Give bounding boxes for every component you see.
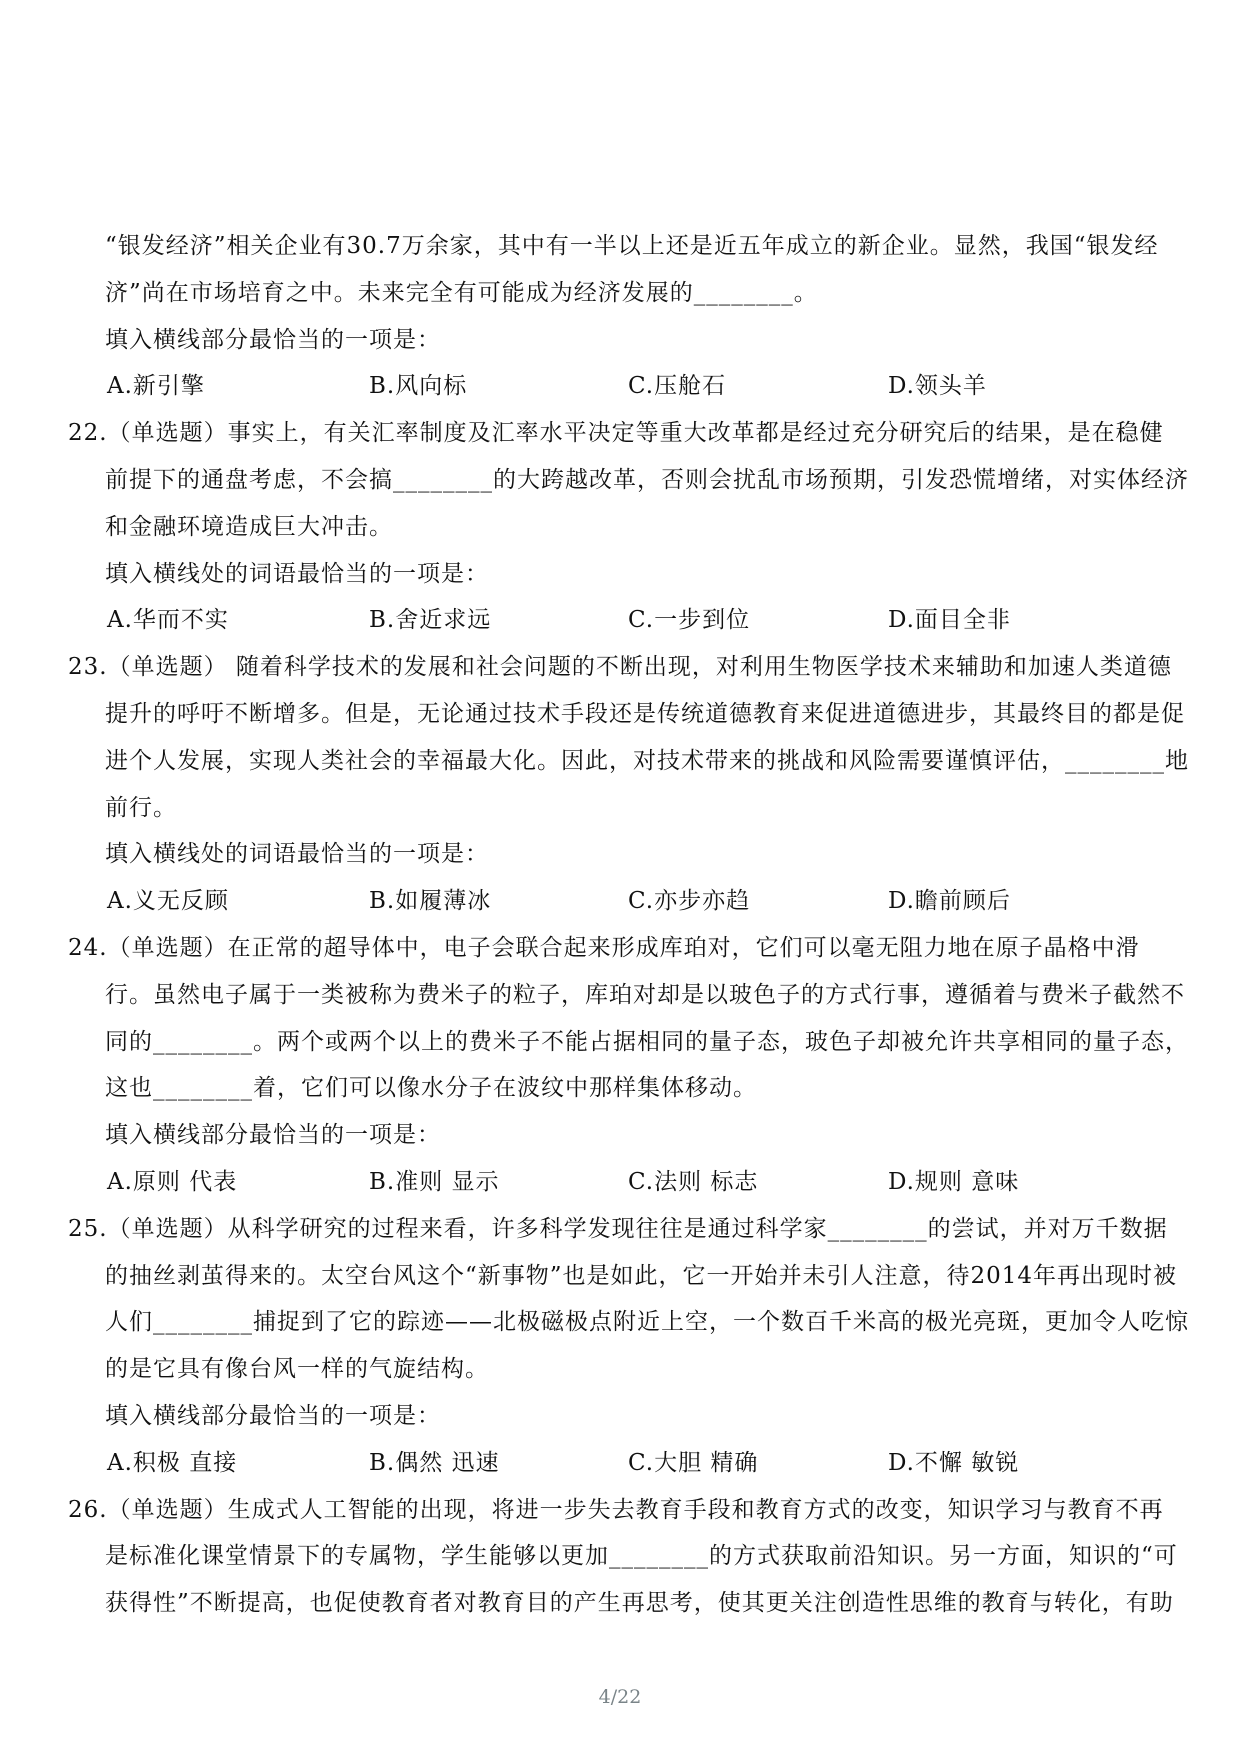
option-d: D.不懈 敏锐: [888, 1449, 1020, 1476]
document-body: [68, 223, 1189, 1627]
question-prompt: 填入横线处的词语最恰当的一项是：: [105, 841, 489, 868]
text-line: 前行。: [105, 794, 177, 821]
option-b: B.风向标: [369, 373, 468, 400]
text-line: 和金融环境造成巨大冲击。: [105, 513, 393, 540]
question-text: 25.（单选题）从科学研究的过程来看，许多科学发现往往是通过科学家________的尝试，并对万千数据: [68, 1215, 1168, 1242]
text-line: 的是它具有像台风一样的气旋结构。: [105, 1356, 489, 1383]
option-a: A.华而不实: [107, 607, 229, 634]
text-line: 行。虽然电子属于一类被称为费米子的粒子，库珀对却是以玻色子的方式行事，遵循着与费米子截然不: [105, 981, 1185, 1008]
question-22: [68, 410, 1189, 644]
question-24: [68, 925, 1189, 1206]
question-text: 22.（单选题）事实上，有关汇率制度及汇率水平决定等重大改革都是经过充分研究后的结果，是在稳健: [68, 420, 1164, 447]
question-prompt: 填入横线部分最恰当的一项是：: [105, 1122, 441, 1149]
question-text: 26.（单选题）生成式人工智能的出现，将进一步失去教育手段和教育方式的改变，知识学习与教育不再: [68, 1496, 1164, 1523]
options-row: [105, 363, 1150, 410]
question-25: [68, 1206, 1189, 1487]
option-c: C.亦步亦趋: [628, 888, 751, 915]
text-line: 提升的呼吁不断增多。但是，无论通过技术手段还是传统道德教育来促进道德进步，其最终目的都是促: [105, 700, 1185, 727]
option-c: C.一步到位: [628, 607, 751, 634]
text-line: “银发经济”相关企业有30.7万余家，其中有一半以上还是近五年成立的新企业。显然，我国“银发经: [105, 233, 1159, 259]
option-a: A.新引擎: [107, 373, 205, 400]
text-line: 进个人发展，实现人类社会的幸福最大化。因此，对技术带来的挑战和风险需要谨慎评估，________地: [105, 747, 1189, 774]
question-26: [68, 1487, 1178, 1627]
text-line: 济”尚在市场培育之中。未来完全有可能成为经济发展的________。: [105, 279, 818, 306]
option-a: A.原则 代表: [107, 1168, 238, 1195]
question-prompt: 填入横线处的词语最恰当的一项是：: [105, 560, 489, 587]
option-b: B.舍近求远: [369, 607, 492, 634]
options-row: [105, 1440, 1150, 1487]
option-c: C.法则 标志: [628, 1168, 759, 1195]
option-c: C.压舱石: [628, 373, 727, 400]
options-row: [105, 597, 1150, 644]
text-line: 的抽丝剥茧得来的。太空台风这个“新事物”也是如此，它一开始并未引人注意，待2014年再出现时被: [105, 1262, 1178, 1289]
page-number: 4/22: [598, 1686, 642, 1708]
option-a: A.义无反顾: [107, 888, 229, 915]
text-line: 这也________着，它们可以像水分子在波纹中那样集体移动。: [105, 1075, 757, 1102]
text-line: 人们________捕捉到了它的踪迹——北极磁极点附近上空，一个数百千米高的极光亮斑，更加令人吃惊: [105, 1309, 1189, 1336]
option-d: D.瞻前顾后: [888, 888, 1011, 915]
option-b: B.准则 显示: [369, 1168, 500, 1195]
option-b: B.如履薄冰: [369, 888, 492, 915]
option-d: D.规则 意味: [888, 1168, 1020, 1195]
option-d: D.领头羊: [888, 373, 987, 400]
text-line: 获得性”不断提高，也促使教育者对教育目的产生再思考，使其更关注创造性思维的教育与转化，有助: [105, 1590, 1174, 1617]
text-line: 前提下的通盘考虑，不会搞________的大跨越改革，否则会扰乱市场预期，引发恐慌增绪，对实体经济: [105, 466, 1189, 493]
options-row: [105, 1159, 1150, 1206]
option-a: A.积极 直接: [107, 1449, 238, 1476]
question-prompt: 填入横线部分最恰当的一项是：: [105, 326, 441, 353]
text-line: 同的________。两个或两个以上的费米子不能占据相同的量子态，玻色子却被允许共享相同的量子态，: [105, 1028, 1189, 1055]
question-text: 24.（单选题）在正常的超导体中，电子会联合起来形成库珀对，它们可以毫无阻力地在原子晶格中滑: [68, 934, 1140, 961]
option-d: D.面目全非: [888, 607, 1011, 634]
text-line: 是标准化课堂情景下的专属物，学生能够以更加________的方式获取前沿知识。另一方面，知识的“可: [105, 1543, 1178, 1570]
option-c: C.大胆 精确: [628, 1449, 759, 1476]
question-23: [68, 644, 1189, 925]
question-prompt: 填入横线部分最恰当的一项是：: [105, 1402, 441, 1429]
options-row: [105, 878, 1150, 925]
question-text: 23.（单选题） 随着科学技术的发展和社会问题的不断出现，对利用生物医学技术来辅助和加速人类道德: [68, 654, 1172, 681]
option-b: B.偶然 迅速: [369, 1449, 500, 1476]
